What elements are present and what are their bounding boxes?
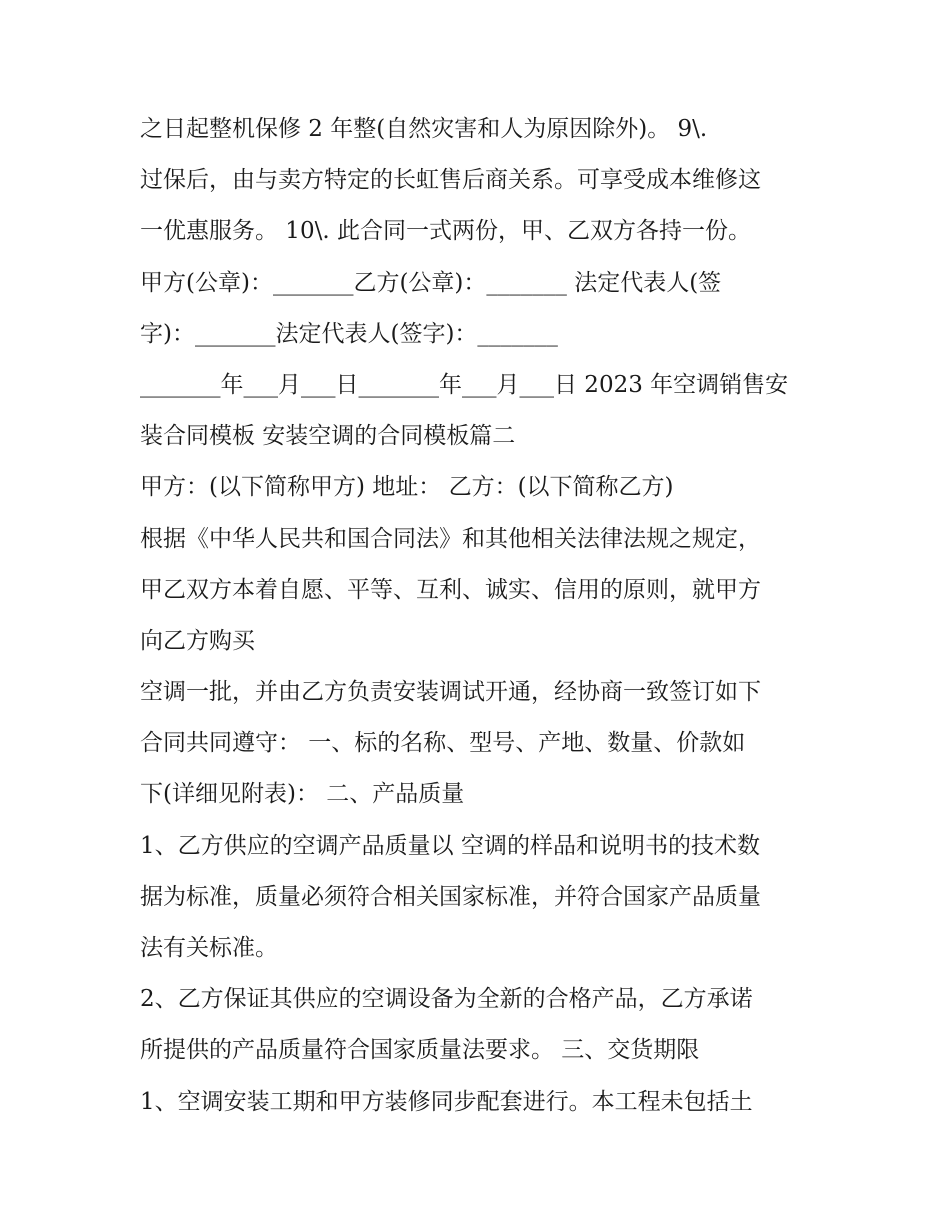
contract-text bbox=[140, 104, 830, 1128]
text-line: 甲方(公章)：_______乙方(公章)：_______ 法定代表人(签 bbox=[140, 269, 722, 296]
text-line: 1、空调安装工期和甲方装修同步配套进行。本工程未包括土 bbox=[140, 1088, 753, 1115]
text-line: 向乙方购买 bbox=[140, 627, 255, 654]
text-line: 据为标准，质量必须符合相关国家标准，并符合国家产品质量 bbox=[140, 883, 761, 910]
text-line: 一优惠服务。 10\. 此合同一式两份，甲、乙双方各持一份。 bbox=[140, 218, 751, 245]
text-line: 下(详细见附表)： 二、产品质量 bbox=[140, 781, 465, 808]
text-line: 空调一批，并由乙方负责安装调试开通，经协商一致签订如下 bbox=[140, 679, 761, 706]
text-line: 法有关标准。 bbox=[140, 935, 278, 961]
text-line: 所提供的产品质量符合国家质量法要求。 三、交货期限 bbox=[140, 1037, 700, 1064]
text-line: _______年___月___日_______年___月___日 2023 年空调销售安 bbox=[140, 371, 789, 398]
text-line: 甲乙双方本着自愿、平等、互利、诚实、信用的原则，就甲方 bbox=[140, 576, 761, 603]
text-line: 合同共同遵守： 一、标的名称、型号、产地、数量、价款如 bbox=[140, 730, 746, 757]
text-line: 2、乙方保证其供应的空调设备为全新的合格产品，乙方承诺 bbox=[140, 986, 753, 1013]
text-line: 字)：_______法定代表人(签字)：_______ bbox=[140, 320, 558, 347]
text-line: 之日起整机保修 2 年整(自然灾害和人为原因除外)。 9\. bbox=[140, 116, 708, 142]
text-line: 根据《中华人民共和国合同法》和其他相关法律法规之规定， bbox=[140, 525, 761, 552]
text-line: 过保后，由与卖方特定的长虹售后商关系。可享受成本维修这 bbox=[140, 167, 761, 194]
text-line: 1、乙方供应的空调产品质量以 空调的样品和说明书的技术数 bbox=[140, 832, 760, 859]
text-line: 甲方：(以下简称甲方) 地址： 乙方：(以下简称乙方) bbox=[140, 474, 674, 501]
text-line: 装合同模板 安装空调的合同模板篇二 bbox=[140, 423, 516, 450]
